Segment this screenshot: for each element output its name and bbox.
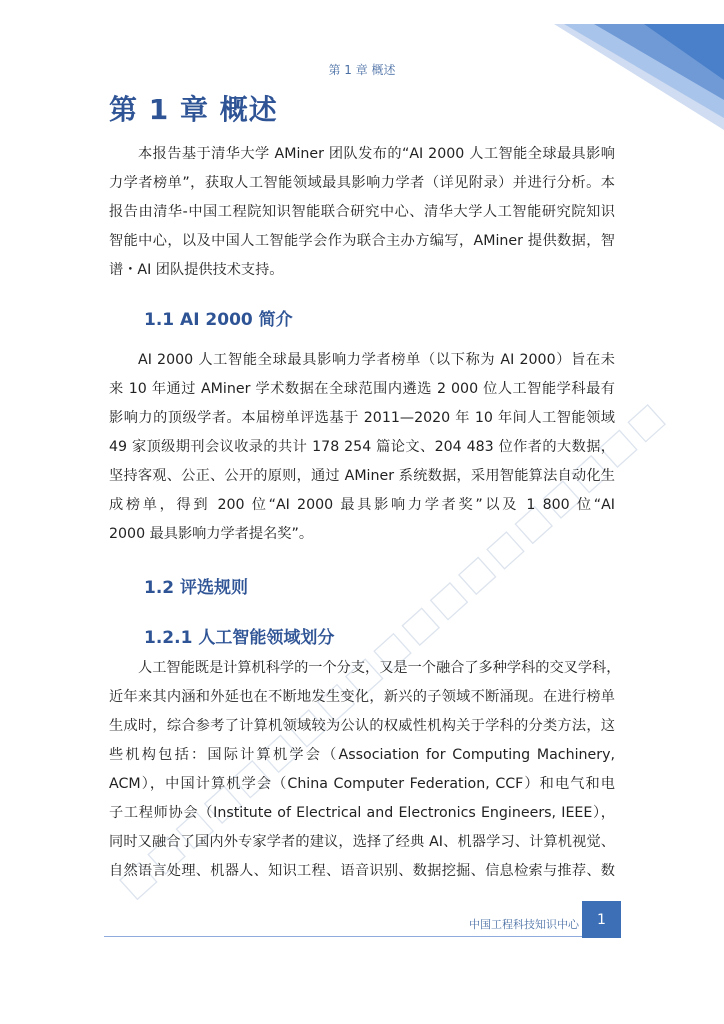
text-line: 坚持客观、公正、公开的原则，通过 AMiner 系统数据，采用智能算法自动化生 [109, 468, 615, 484]
text-line: 近年来其内涵和外延也在不断地发生变化，新兴的子领域不断涌现。在进行榜单 [109, 689, 615, 705]
text-line: 成榜单，得到 200 位“AI 2000 最具影响力学者奖”以及 1 800 位“AI [109, 497, 615, 513]
text-line: 同时又融合了国内外专家学者的建议，选择了经典 AI、机器学习、计算机视觉、 [109, 834, 615, 850]
text-line: 智能中心，以及中国人工智能学会作为联合主办方编写，AMiner 提供数据，智 [109, 233, 615, 249]
section-1-1-paragraph [109, 346, 615, 549]
section-1-2-1-paragraph [109, 654, 621, 886]
text-line: 子工程师协会（Institute of Electrical and Electronics Engineers, IEEE）， [109, 805, 615, 821]
section-heading-1-2-1: 1.2.1 人工智能领域划分 [144, 628, 335, 648]
running-header: 第 1 章 概述 [328, 63, 396, 77]
text-line: 来 10 年通过 AMiner 学术数据在全球范围内遴选 2 000 位人工智能学科最有 [109, 381, 615, 397]
chapter-title: 第 1 章 概述 [109, 93, 278, 126]
text-line: 人工智能既是计算机科学的一个分支，又是一个融合了多种学科的交叉学科， [138, 660, 621, 676]
footer-divider [104, 936, 620, 937]
text-line: 2000 最具影响力学者提名奖”。 [109, 526, 314, 542]
text-line: 些机构包括：国际计算机学会（Association for Computing Machinery, [109, 747, 615, 763]
text-line: AI 2000 人工智能全球最具影响力学者榜单（以下称为 AI 2000）旨在未 [138, 352, 615, 368]
text-line: ACM），中国计算机学会（China Computer Federation, CCF）和电气和电 [109, 776, 615, 792]
text-line: 生成时，综合参考了计算机领域较为公认的权威性机构关于学科的分类方法，这 [109, 718, 615, 734]
page-number: 1 [582, 901, 621, 938]
intro-paragraph [109, 140, 615, 285]
text-line: 力学者榜单”，获取人工智能领域最具影响力学者（详见附录）并进行分析。本 [109, 175, 615, 191]
text-line: 自然语言处理、机器人、知识工程、语音识别、数据挖掘、信息检索与推荐、数 [109, 863, 615, 879]
text-line: 报告由清华-中国工程院知识智能联合研究中心、清华大学人工智能研究院知识 [109, 204, 615, 220]
section-heading-1-1: 1.1 AI 2000 简介 [144, 310, 293, 330]
text-line: 49 家顶级期刊会议收录的共计 178 254 篇论文、204 483 位作者的大数据， [109, 439, 615, 455]
text-line: 谱・AI 团队提供技术支持。 [109, 262, 284, 278]
section-heading-1-2: 1.2 评选规则 [144, 578, 249, 598]
footer-org: 中国工程科技知识中心 [469, 918, 579, 931]
text-line: 影响力的顶级学者。本届榜单评选基于 2011—2020 年 10 年间人工智能领域 [109, 410, 615, 426]
text-line: 本报告基于清华大学 AMiner 团队发布的“AI 2000 人工智能全球最具影响 [138, 146, 615, 162]
